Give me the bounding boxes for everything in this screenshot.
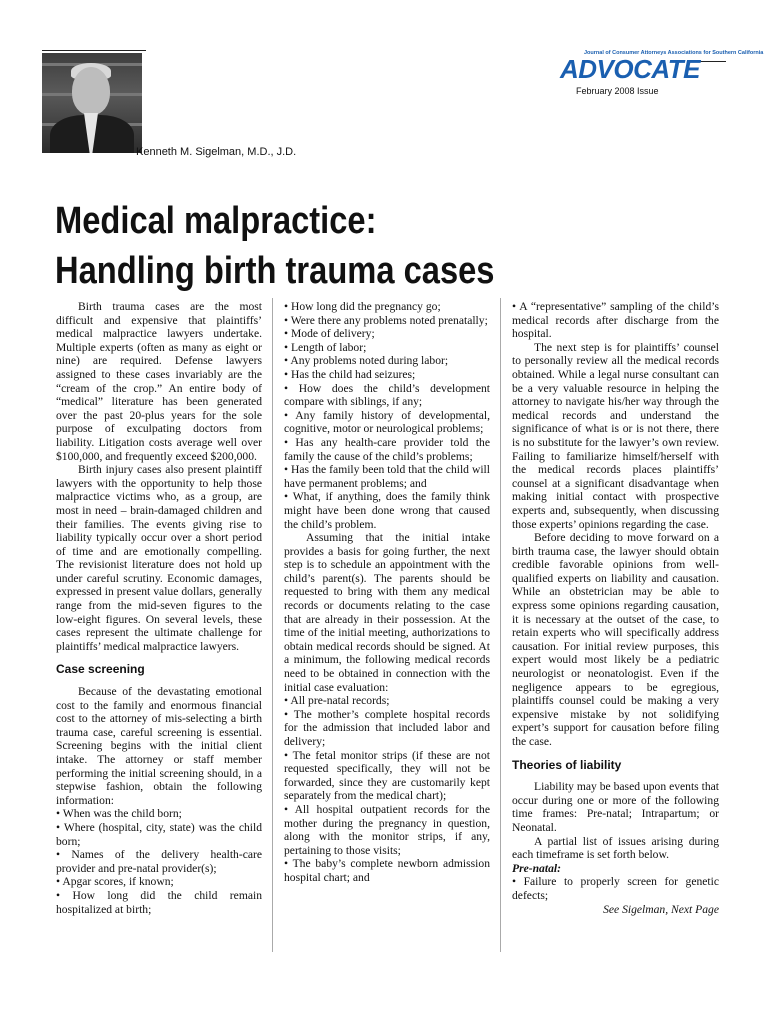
list-item: • Has the family been told that the child will have permanent problems; and [284, 463, 490, 490]
article-column-3 [512, 300, 719, 916]
list-item: • The fetal monitor strips (if these are not requested specifically, they will not be forwarded, since they are customarily kept separately from the medical chart); [284, 748, 490, 803]
continued-on-next-page: See Sigelman, Next Page [603, 902, 719, 916]
list-item: • Failure to properly screen for genetic defects; [512, 875, 719, 902]
paragraph: Birth injury cases also present plaintiff lawyers with the opportunity to help those malpractice victims who, as a group, are most in need – brain-damaged children and their families. The events giving rise to liability typically occur over a short period of time and are emotionally compelling. The revisionist literature does not hold up under careful scrutiny. Economic damages, expressed in present value dollars, generally range from the mid-seven figures to the low-eight figures. On several levels, these cases represent the ultimate challenge for plaintiffs’ medical malpractice lawyers. [56, 463, 262, 653]
list-item: • Were there any problems noted prenatally; [284, 313, 488, 327]
list-item: • The baby’s complete newborn admission hospital chart; and [284, 857, 490, 884]
portrait-face [72, 67, 110, 115]
paragraph: Because of the devastating emotional cost to the family and enormous financial cost to the attorney of mis-selecting a birth trauma case, careful screening is essential. Screening begins with the initial client intake. The attorney or staff member performing the initial screening should, in a stepwise fashion, obtain the following information: [56, 685, 262, 807]
list-item: • What, if anything, does the family think might have been done wrong that caused the child’s problem. [284, 490, 490, 531]
subsection-label-pre-natal: Pre-natal: [512, 861, 561, 875]
column-divider [500, 298, 501, 952]
article-column-2 [284, 300, 490, 885]
list-item: • All pre-natal records; [284, 694, 390, 708]
section-heading-case-screening: Case screening [56, 662, 145, 677]
list-item: • Has any health-care provider told the family the cause of the child’s problems; [284, 435, 490, 463]
list-item: • Mode of delivery; [284, 327, 375, 341]
list-item: • Has the child had seizures; [284, 367, 416, 381]
author-byline: Kenneth M. Sigelman, M.D., J.D. [136, 146, 297, 158]
article-title-line-2: Handling birth trauma cases [55, 250, 495, 292]
section-heading-theories-of-liability: Theories of liability [512, 757, 622, 772]
paragraph: Birth trauma cases are the most difficult and expensive that plaintiffs’ medical malpractice lawyers undertake. Multiple experts (often as many as eight or nine) are required. Defense lawyers assigned to these cases invariably are the “cream of the crop.” An entire body of “medical” literature has been generated over the past 20-plus years for the sole purpose of exculpating doctors from liability. Litigation costs average well over $100,000, and frequently exceed $200,000. [56, 300, 262, 463]
paragraph: A partial list of issues arising during each timeframe is set forth below. [512, 834, 719, 862]
list-item: • All hospital outpatient records for the mother during the pregnancy in question, along with the monitor strips, if any, pertaining to those visits; [284, 802, 490, 857]
list-item: • A “representative” sampling of the child’s medical records after discharge from the hospital. [512, 300, 719, 341]
list-item: • Where (hospital, city, state) was the child born; [56, 820, 262, 848]
article-column-1 [56, 300, 262, 916]
article-title-line-1: Medical malpractice: [55, 200, 377, 242]
publication-logo: ADVOCATE [560, 54, 700, 84]
list-item: • Any problems noted during labor; [284, 354, 449, 368]
paragraph: Assuming that the initial intake provides a basis for going further, the next step is to schedule an appointment with the child’s parent(s). The parents should be requested to bring with them any medical records or documents relating to the case that are already in their possession. At the time of the initial meeting, authorizations to obtain medical records should be signed. At a minimum, the following medical records need to be obtained in connection with the initial case evaluation: [284, 531, 490, 694]
paragraph: Liability may be based upon events that occur during one or more of the following time frames: Pre-natal; Intrapartum; or Neonatal. [512, 780, 719, 834]
issue-date: February 2008 Issue [576, 86, 659, 96]
list-item: • Names of the delivery health-care provider and pre-natal provider(s); [56, 848, 262, 875]
header-rule-left [42, 50, 146, 51]
list-item: • When was the child born; [56, 807, 182, 821]
list-item: • The mother’s complete hospital records for the admission that included labor and delivery; [284, 707, 490, 748]
paragraph: Before deciding to move forward on a birth trauma case, the lawyer should obtain credible favorable opinions from well-qualified experts on liability and causation. While an obstetrician may be able to express some opinions regarding causation, it is necessary at the outset of the case, to retain experts who will specifically address causation. For initial review purposes, this expert would most likely be a pediatric neurologist or neonatologist. Even if the negligence appears to be egregious, plaintiffs counsel could be making a very expensive mistake by not solidifying expert’s support for causation before filing the case. [512, 531, 719, 748]
list-item: • How long did the child remain hospitalized at birth; [56, 888, 262, 916]
list-item: • Any family history of developmental, cognitive, motor or neurological problems; [284, 408, 490, 436]
column-divider [272, 298, 273, 952]
list-item: • Length of labor; [284, 340, 367, 354]
paragraph: The next step is for plaintiffs’ counsel to personally review all the medical records obtained. While a legal nurse consultant can be a very valuable resource in helping the attorney to navigate his/her way through the medical records and understand the significance of what is or is not there, there is no substitute for the lawyer’s own review. Failing to familiarize himself/herself with the medical records places plaintiffs’ counsel at a significant disadvantage when making initial contact with prospective experts and, subsequently, when discussing those experts’ opinions regarding the case. [512, 340, 719, 531]
list-item: • How long did the pregnancy go; [284, 300, 441, 313]
article-title [55, 196, 494, 296]
author-portrait [42, 53, 142, 153]
list-item: • How does the child’s development compare with siblings, if any; [284, 381, 490, 409]
publication-tagline: Journal of Consumer Attorneys Associations for Southern California [584, 50, 764, 56]
list-item: • Apgar scores, if known; [56, 875, 174, 889]
